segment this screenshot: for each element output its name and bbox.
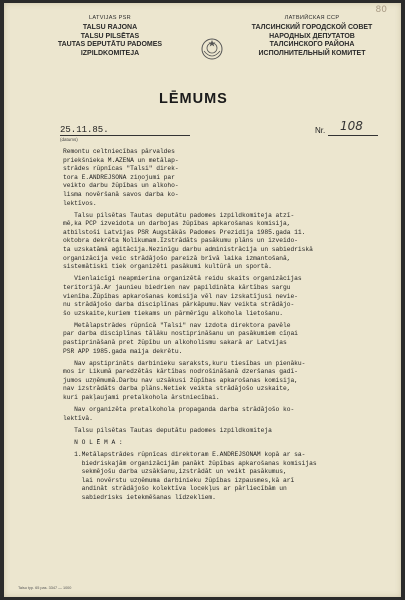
header-right-line: НАРОДНЫХ ДЕПУТАТОВ xyxy=(269,32,355,40)
body-line: nu strādājošo darba disciplīnas pārkāpumu.Nav veikta strādājo- xyxy=(63,301,295,309)
number-label: Nr. xyxy=(315,126,326,135)
body-line: 1.Metālapstrādes rūpnīcas direktoram E.ANDREJSONAM kopā ar sa- xyxy=(63,451,306,458)
body-line: Talsu pilsētas Tautas deputātu padomes izpildkomiteja atzī- xyxy=(63,211,295,219)
header-left-republic: LATVIJAS PSR xyxy=(88,15,132,21)
body-line: sekmējošu darba uzsākšanu,izstrādāt un veikt pasākumus, xyxy=(63,468,287,476)
body-line: Nav organizēta pretalkohola propaganda darba strādājošo ko- xyxy=(63,406,295,414)
body-line: atbilstoši Latvijas PSR Augstākās Padomes Prezidija 1985.gada 11. xyxy=(63,228,306,236)
body-line: sabiedrisks ietekmēšanas līdzekliem. xyxy=(63,493,216,501)
body-line: N O L Ē M A : xyxy=(63,438,123,446)
header-left-line: TAUTAS DEPUTĀTU PADOMES xyxy=(57,41,163,49)
page-number: 80 xyxy=(375,5,387,15)
header-left-line: TALSU PILSĒTAS xyxy=(80,32,140,40)
document-date: 25.11.85. xyxy=(60,125,109,135)
body-line: nav izstrādāts darba plāns.Netiek veikta strādājošo uzskaite, xyxy=(63,385,291,393)
coat-of-arms-emblem-icon xyxy=(200,37,224,61)
date-underline xyxy=(60,135,190,136)
body-line: par darba disciplīnas tālāku nostiprināšanu un pasākumiem cīņai xyxy=(63,330,298,338)
header-right-line: ИСПОЛНИТЕЛЬНЫЙ КОМИТЕТ xyxy=(258,49,366,57)
body-line: oktobra dekrēta Nolikumam.Izstrādāts pasākumu plāns un izveido- xyxy=(63,237,298,245)
body-line: teritorijā.Ar jaunieu biedrien nav papildināta kārtības sargu xyxy=(63,283,291,291)
body-line: šo uzskaite,kuriem tiekams un pārmērīgu alkohola lietošanu. xyxy=(63,309,283,317)
body-line: priekšnieka M.AZENA un metālap- xyxy=(63,156,179,164)
body-line: lektīvā. xyxy=(63,414,93,422)
body-line: pastiprināšanā pret žūpību un alkoholismu sakarā ar Latvijas xyxy=(63,338,287,346)
body-line: Metālapstrādes rūpnīcā "Talsi" nav izdota direktora pavēle xyxy=(63,321,291,329)
body-line: biedriskajām organizācijām panākt žūpības apkarošanas komisijas xyxy=(63,459,317,467)
document-title: LĒMUMS xyxy=(159,91,228,107)
header-right-line: ТАЛСИНСКОГО РАЙОНА xyxy=(269,41,355,49)
body-line: lektīvos. xyxy=(63,199,97,207)
document-number: 108 xyxy=(340,119,363,133)
document-body xyxy=(63,148,393,503)
body-line: lisma novēršanā savos darba ko- xyxy=(63,190,179,198)
body-line: strādes rūpnīcas "Talsi" direk- xyxy=(63,165,179,173)
body-line: PSR APP 1985.gada maija dekrētu. xyxy=(63,347,183,355)
header-right-russian xyxy=(232,15,392,58)
body-line: mē,ka PCP izveidota un darbojas žūpības apkarošanas komisija, xyxy=(63,220,291,228)
body-line: vienība.Žūpības apkarošanas komisija vēl nav izskatījusi nevie- xyxy=(63,292,298,300)
body-line: andināt strādājošo kolektīva locekļus ar pārliecībām un xyxy=(63,485,287,493)
body-line: Vienlaicīgi neapmierina organizētā reidu skaits organizācijas xyxy=(63,275,302,283)
body-line: tora E.ANDREJSONA ziņojumi par xyxy=(63,173,175,181)
body-line: Talsu pilsētas Tautas deputātu padomes izpildkomiteja xyxy=(63,426,272,434)
body-line: lai novērstu uzņēmuma darbinieku žūpības izpausmes,kā arī xyxy=(63,476,295,484)
body-line: jumos uzņēmumā.Darbu nav uzsākusi žūpības apkarošanas komisija, xyxy=(63,376,298,384)
date-caption: (datums) xyxy=(60,137,78,142)
header-right-republic: ЛАТВИЙСКАЯ ССР xyxy=(284,15,340,21)
body-line: veikto darbu žūpības un alkoho- xyxy=(63,182,179,190)
body-line: organizācija veic strādājošo pareizā brīvā laika izmantošanā, xyxy=(63,254,291,262)
body-line: sistemātiski tiek organizēti pasākumi kultūrā un sportā. xyxy=(63,263,272,271)
header-left-line: IZPILDKOMITEJA xyxy=(80,49,140,57)
body-line: kuri pakļaujami pretalkohola ārstniecībai. xyxy=(63,394,220,402)
header-left-line: TALSU RAJONA xyxy=(82,24,138,31)
body-line: ta uzskatāmā aģitācija.Nezinīgu darbu administrācija un sabiedriskā xyxy=(63,246,313,254)
print-footer: Talsu typ. 65 pas. 3347 — 1000 xyxy=(18,586,72,590)
body-line: mos ir Likumā paredzētās kārtības nodrošināšanā dzeršanas gadī- xyxy=(63,368,298,376)
body-line: Remontu celtniecības pārvaldes xyxy=(63,148,175,155)
number-underline xyxy=(328,135,378,136)
date-number-row xyxy=(60,119,390,143)
header-right-line: ТАЛСИНСКИЙ ГОРОДСКОЙ СОВЕТ xyxy=(251,24,373,31)
body-line: Nav apstiprināts darbinieku saraksts,kuru tiesības un pienāku- xyxy=(63,359,306,367)
document-page xyxy=(4,3,401,597)
header-left-latvian xyxy=(40,15,180,58)
